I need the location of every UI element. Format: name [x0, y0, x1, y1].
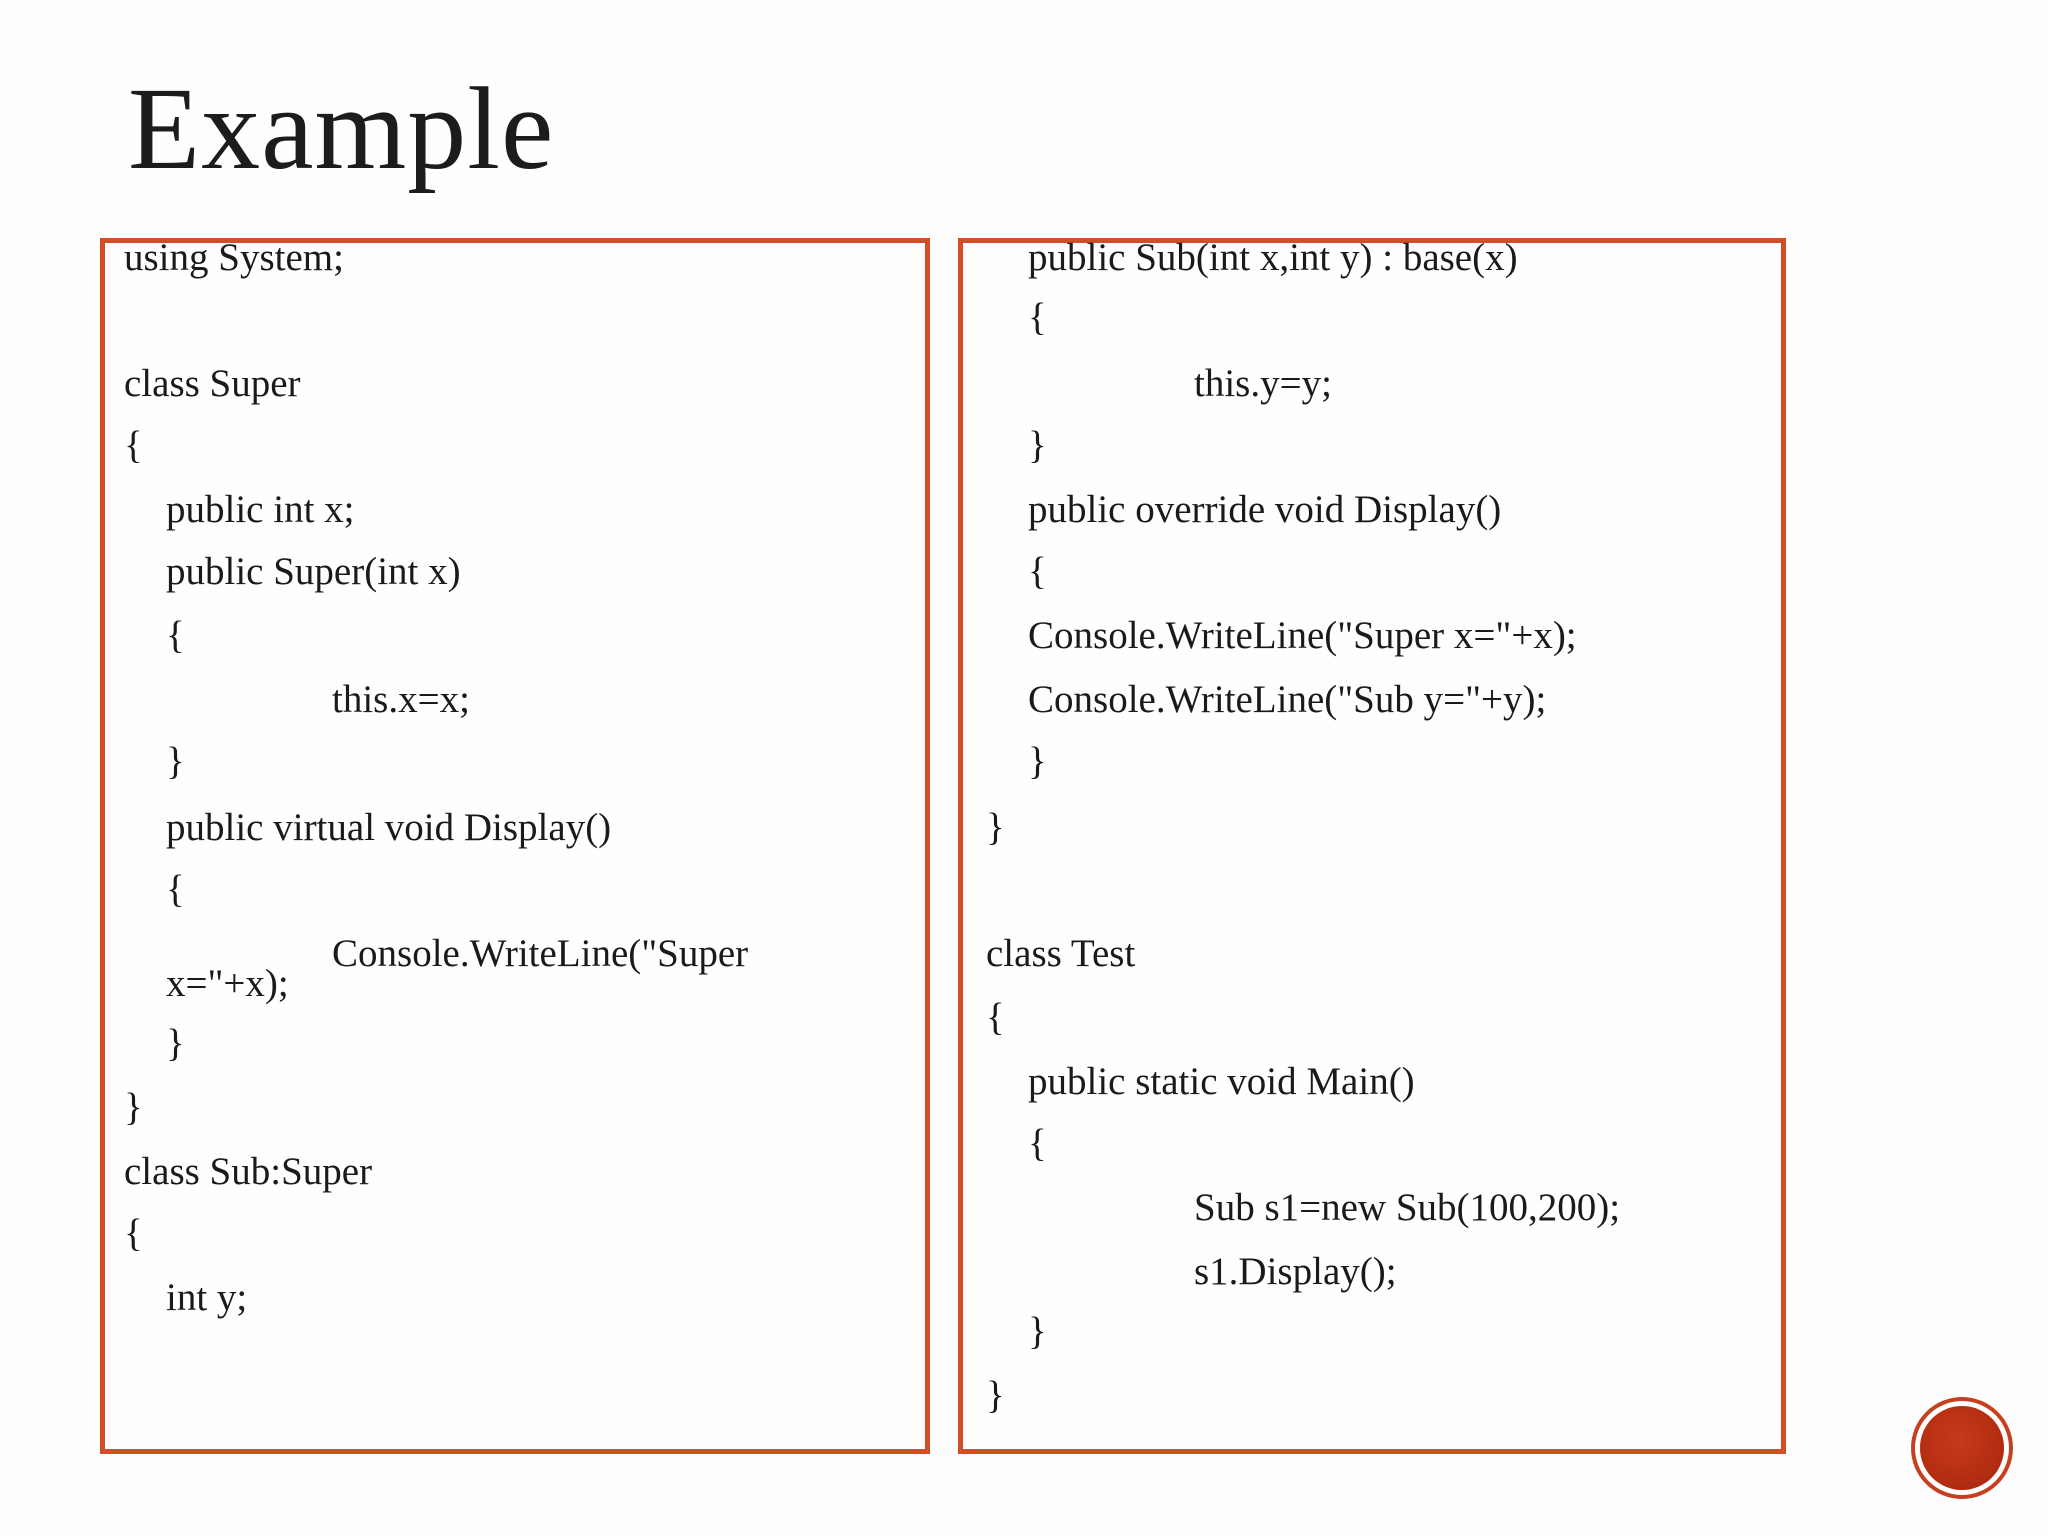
code-line: Console.WriteLine("Super x="+x);	[1028, 614, 1577, 657]
code-line: public virtual void Display()	[166, 806, 612, 849]
code-line: }	[986, 1374, 1005, 1417]
code-line: this.x=x;	[332, 678, 470, 721]
code-line: {	[124, 424, 143, 467]
code-line: }	[1028, 1310, 1047, 1353]
code-line: }	[986, 806, 1005, 849]
code-line: }	[1028, 740, 1047, 783]
code-line: int y;	[166, 1276, 248, 1319]
code-line: {	[166, 868, 185, 911]
code-line: s1.Display();	[1194, 1250, 1397, 1293]
code-line: public Sub(int x,int y) : base(x)	[1028, 236, 1518, 279]
code-line: Console.WriteLine("Sub y="+y);	[1028, 678, 1547, 721]
code-line: {	[1028, 296, 1047, 339]
code-line: }	[166, 740, 185, 783]
red-circle-icon	[1920, 1406, 2004, 1490]
code-line: {	[124, 1212, 143, 1255]
code-line: {	[1028, 550, 1047, 593]
code-line: Sub s1=new Sub(100,200);	[1194, 1186, 1621, 1229]
code-line: Console.WriteLine("Super	[332, 932, 749, 975]
code-line: class Super	[124, 362, 301, 405]
code-line: }	[166, 1022, 185, 1065]
code-line: public override void Display()	[1028, 488, 1502, 531]
code-line: {	[166, 614, 185, 657]
code-line: public static void Main()	[1028, 1060, 1415, 1103]
code-line: {	[986, 996, 1005, 1039]
code-line: {	[1028, 1122, 1047, 1165]
code-line: this.y=y;	[1194, 362, 1332, 405]
code-line: x="+x);	[166, 962, 289, 1005]
code-line: public Super(int x)	[166, 550, 461, 593]
slide-title: Example	[128, 63, 555, 194]
code-line: public int x;	[166, 488, 355, 531]
code-line: }	[124, 1086, 143, 1129]
code-line: using System;	[124, 236, 344, 279]
code-line: }	[1028, 424, 1047, 467]
code-line: class Test	[986, 932, 1136, 975]
code-line: class Sub:Super	[124, 1150, 373, 1193]
